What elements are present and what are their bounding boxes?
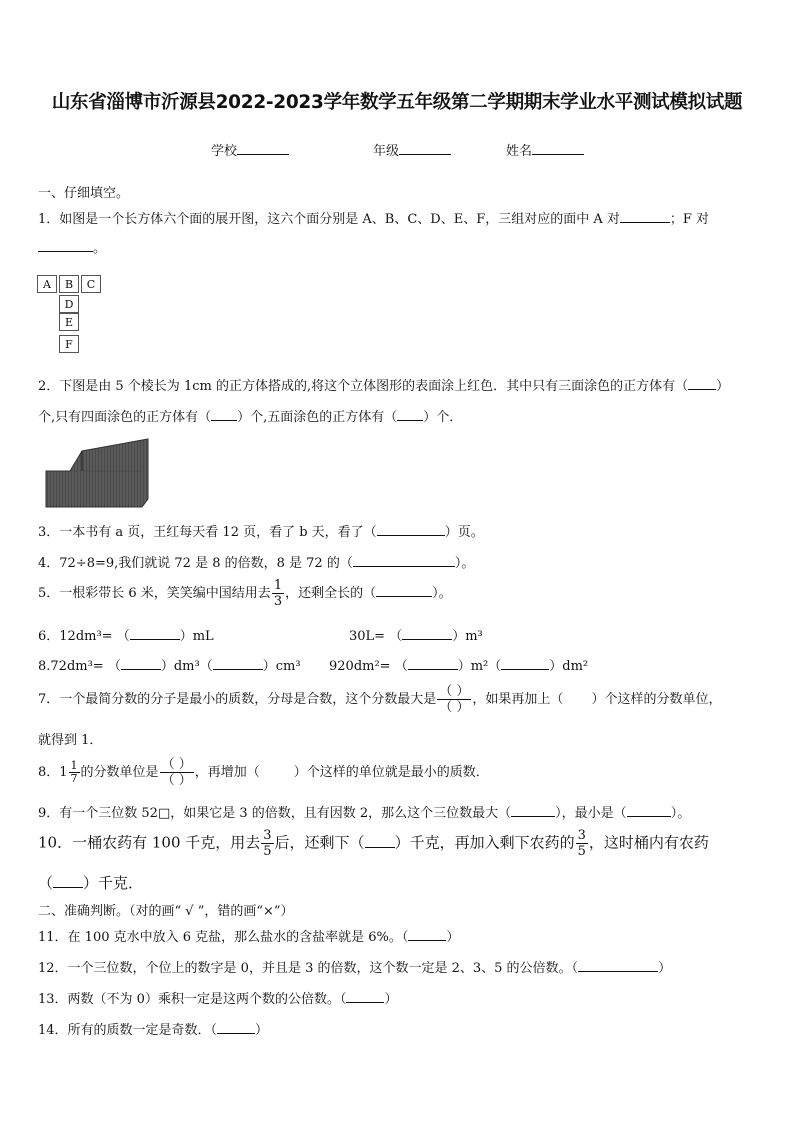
question-10-text: 10．一桶农药有 100 千克，用去 [38,833,261,852]
question-7-text: 7．一个最简分数的分子是最小的质数，分母是合数，这个分数最大是 [38,692,437,707]
grade-field [373,140,451,159]
grade-blank[interactable] [399,142,451,155]
question-14-text: ） [255,1023,269,1038]
question-1-text: 。 [93,241,107,256]
question-6-a [38,625,214,644]
school-blank[interactable] [237,142,289,155]
question-8-text: ）个这样的单位就是最小的质数． [293,765,489,780]
question-5-text: ，还剩全长的（ [285,586,377,601]
question-5-text: ）。 [432,586,452,601]
answer-blank[interactable] [397,409,423,421]
answer-blank[interactable] [688,378,716,390]
question-6-text: ）dm² [549,659,589,674]
question-6-text: ）dm³（ [160,659,213,674]
answer-blank[interactable] [365,836,395,848]
question-10-text: 后，还剩下（ [274,833,365,852]
page-title: 山东省淄博市沂源县2022-2023学年数学五年级第二学期期末学业水平测试模拟试题 [51,92,743,113]
question-6-b [349,625,483,644]
answer-blank[interactable] [346,991,384,1003]
question-6-text: ）m³ [452,629,483,644]
question-1-text: ；F 对 [669,212,710,227]
answer-blank[interactable] [402,628,452,640]
question-6-text: 30L= （ [349,629,403,644]
question-2-text: ） [716,379,730,394]
answer-blank[interactable] [377,524,445,536]
question-6-c [38,655,301,674]
answer-blank[interactable] [511,805,555,817]
answer-blank[interactable] [408,929,446,941]
answer-blank[interactable] [578,960,658,972]
question-11-text: 11．在 100 克水中放入 6 克盐，那么盐水的含盐率就是 6%。（ [38,930,409,945]
question-8-text: ，再增加（ [194,765,260,780]
question-1-text: 1．如图是一个长方体六个面的展开图，这六个面分别是 A、B、C、D、E、F，三组对应的面中 A 对 [38,212,620,227]
question-13-text: 13．两数（不为 0）乘积一定是这两个数的公倍数。（ [38,992,347,1007]
question-9-text: 9．有一个三位数 52□，如果它是 3 的倍数，且有因数 2，那么这个三位数最大（ [38,806,512,821]
question-10-text: ）千克． [83,874,144,892]
question-9 [38,802,690,821]
question-7-text: ，如果再加上（ [472,692,564,707]
school-label: 学校 [211,144,238,159]
question-2-text: ）个,五面涂色的正方体有（ [237,410,398,425]
fraction-three-fifths: $\frac{3}{5}$ [263,828,272,859]
net-face-e: E [59,313,79,331]
question-6-text: 8.72dm³= （ [38,659,121,674]
answer-blank[interactable] [408,658,458,670]
answer-blank[interactable] [53,876,83,888]
question-6-text: 920dm²= （ [329,659,408,674]
question-7 [38,684,721,715]
answer-blank[interactable] [620,211,670,223]
answer-blank[interactable] [376,585,432,597]
question-10-text: ，这时桶内有农药 [588,833,709,852]
question-9-text: ）。 [670,806,691,821]
section-2-heading: 二、准确判断。（对的画“ √ ”，错的画“×”） [38,904,294,919]
question-14-text: 14．所有的质数一定是奇数．（ [38,1023,218,1038]
answer-blank[interactable] [627,805,671,817]
net-face-d: D [59,295,79,313]
question-6-text: ）m²（ [457,659,502,674]
question-6-text: ）cm³ [262,659,301,674]
name-label: 姓名 [506,144,533,159]
question-7-cont: 就得到 1． [38,733,103,748]
question-12-text: 12．一个三位数，个位上的数字是 0，并且是 3 的倍数，这个数一定是 2、3、5 的公倍数。（ [38,961,579,976]
question-1 [38,208,709,227]
answer-blank[interactable] [213,658,263,670]
question-6-text: ）mL [179,629,214,644]
question-10-text: ）千克，再加入剩下农药的 [394,833,575,852]
question-9-text: ），最小是（ [555,806,627,821]
question-11-text: ） [446,930,460,945]
net-face-c: C [81,275,101,293]
question-2-text: 个,只有四面涂色的正方体有（ [38,410,212,425]
question-2-text: 2．下图是由 5 个棱长为 1cm 的正方体搭成的,将这个立体图形的表面涂上红色．其中只有三面涂色的正方体有（ [38,379,689,394]
name-field [506,140,584,159]
question-10-cont [38,872,143,893]
question-4 [38,552,474,571]
fraction-blank[interactable]: $\frac{( )}{( )}$ [439,684,470,715]
question-5-text: 5．一根彩带长 6 米，笑笑编中国结用去 [38,586,271,601]
question-7-text: ）个这样的分数单位， [591,692,722,707]
net-face-b: B [59,275,79,293]
question-4-text: 4．72÷8=9,我们就说 72 是 8 的倍数，8 是 72 的（ [38,556,353,571]
fraction-one-third: $\frac{1}{3}$ [273,578,283,609]
question-1-cont [38,237,106,256]
question-6-text: 6．12dm³= （ [38,629,130,644]
question-14 [38,1019,268,1038]
question-11 [38,926,459,945]
section-1-heading: 一、仔细填空。 [38,186,130,201]
question-12-text: ） [658,961,672,976]
question-6-d [329,655,588,674]
question-2 [38,375,729,394]
question-3-text: 3．一本书有 a 页，王红每天看 12 页，看了 b 天，看了（ [38,525,377,540]
mixed-fraction-one-seventh: $\frac{1}{7}$ [70,759,78,785]
question-4-text: ）。 [454,556,475,571]
answer-blank[interactable] [211,409,237,421]
cube-solid-figure [44,437,150,509]
question-5 [38,578,452,609]
fraction-three-fifths: $\frac{3}{5}$ [577,828,586,859]
question-10 [38,828,709,859]
school-field [211,140,289,159]
answer-blank[interactable] [38,240,93,252]
net-face-f: F [59,335,79,353]
question-12 [38,957,671,976]
answer-blank[interactable] [353,555,455,567]
answer-blank[interactable] [501,658,549,670]
answer-blank[interactable] [217,1022,255,1034]
fraction-blank[interactable]: $\frac{( )}{( )}$ [161,757,192,788]
answer-blank[interactable] [130,628,180,640]
grade-label: 年级 [373,144,400,159]
name-blank[interactable] [532,142,584,155]
answer-blank[interactable] [121,658,161,670]
question-10-text: （ [38,874,54,892]
question-8-text: 的分数单位是 [80,765,159,780]
question-13 [38,988,397,1007]
question-13-text: ） [384,992,398,1007]
question-2-cont [38,406,462,425]
net-face-a: A [37,275,57,293]
question-2-text: ）个． [423,410,463,425]
question-8 [38,757,489,788]
question-3-text: ）页。 [444,525,484,540]
question-8-text: 8．1 [38,765,68,780]
question-3 [38,521,484,540]
